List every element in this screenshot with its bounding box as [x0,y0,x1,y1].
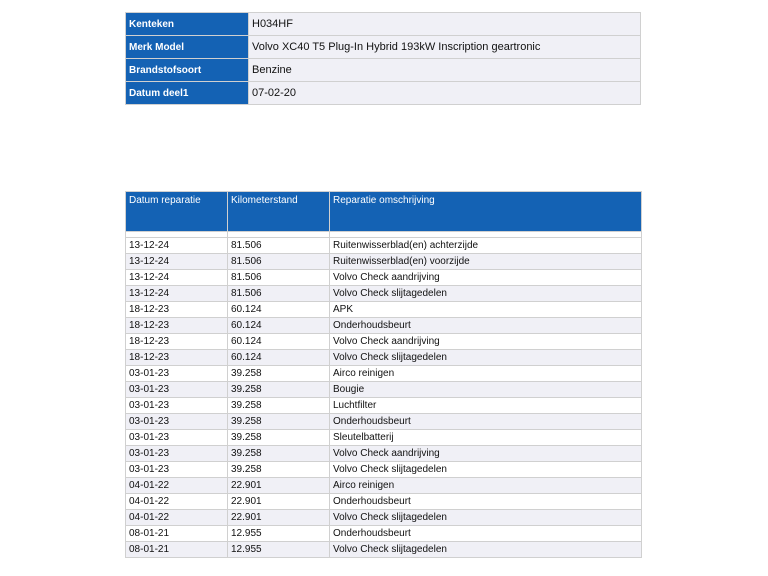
repair-km-cell: 39.258 [228,382,330,398]
repair-description-cell: Ruitenwisserblad(en) achterzijde [330,238,642,254]
col-header-datum: Datum reparatie [126,192,228,232]
table-row [126,270,642,286]
vehicle-info-label: Merk Model [126,36,249,59]
repair-date-cell: 08-01-21 [126,542,228,558]
vehicle-info-table [125,12,641,105]
table-row [126,286,642,302]
repair-km-cell: 39.258 [228,414,330,430]
repair-date-cell: 04-01-22 [126,478,228,494]
repair-km-cell: 81.506 [228,254,330,270]
repair-description-cell: Sleutelbatterij [330,430,642,446]
repair-km-cell: 39.258 [228,398,330,414]
repair-km-cell: 81.506 [228,270,330,286]
repair-date-cell: 03-01-23 [126,366,228,382]
repair-description-cell: Ruitenwisserblad(en) voorzijde [330,254,642,270]
vehicle-info-row [126,13,641,36]
repair-date-cell: 03-01-23 [126,382,228,398]
repair-date-cell: 03-01-23 [126,462,228,478]
repair-date-cell: 03-01-23 [126,414,228,430]
repair-date-cell: 13-12-24 [126,254,228,270]
repair-description-cell: Luchtfilter [330,398,642,414]
table-row [126,398,642,414]
table-row [126,526,642,542]
table-row [126,510,642,526]
table-row [126,414,642,430]
col-header-kilometerstand: Kilometerstand [228,192,330,232]
table-row [126,462,642,478]
table-row [126,542,642,558]
repair-km-cell: 22.901 [228,494,330,510]
repair-description-cell: Volvo Check slijtagedelen [330,286,642,302]
col-header-omschrijving: Reparatie omschrijving [330,192,642,232]
vehicle-info-row [126,59,641,82]
vehicle-info-label: Datum deel1 [126,82,249,105]
table-row [126,366,642,382]
table-row [126,254,642,270]
repair-km-cell: 12.955 [228,542,330,558]
repair-description-cell: APK [330,302,642,318]
vehicle-info-value: Benzine [249,59,641,82]
repair-description-cell: Airco reinigen [330,366,642,382]
vehicle-info-row [126,36,641,59]
repair-description-cell: Volvo Check aandrijving [330,334,642,350]
table-row [126,446,642,462]
vehicle-info-label: Kenteken [126,13,249,36]
vehicle-info-label: Brandstofsoort [126,59,249,82]
table-row [126,478,642,494]
repair-km-cell: 39.258 [228,366,330,382]
repair-km-cell: 60.124 [228,334,330,350]
repair-description-cell: Volvo Check aandrijving [330,270,642,286]
table-row [126,350,642,366]
repair-description-cell: Onderhoudsbeurt [330,494,642,510]
repair-km-cell: 22.901 [228,510,330,526]
repair-date-cell: 03-01-23 [126,398,228,414]
repair-description-cell: Bougie [330,382,642,398]
repair-km-cell: 39.258 [228,446,330,462]
table-row [126,334,642,350]
repair-km-cell: 12.955 [228,526,330,542]
repair-description-cell: Volvo Check slijtagedelen [330,510,642,526]
repair-description-cell: Onderhoudsbeurt [330,526,642,542]
table-row [126,430,642,446]
repair-km-cell: 22.901 [228,478,330,494]
table-row [126,318,642,334]
repair-description-cell: Volvo Check slijtagedelen [330,542,642,558]
repair-km-cell: 39.258 [228,430,330,446]
repair-header-row [126,192,642,232]
repair-date-cell: 13-12-24 [126,238,228,254]
repair-date-cell: 18-12-23 [126,350,228,366]
vehicle-info-value: Volvo XC40 T5 Plug-In Hybrid 193kW Inscription geartronic [249,36,641,59]
repair-date-cell: 04-01-22 [126,510,228,526]
repair-description-cell: Onderhoudsbeurt [330,318,642,334]
repair-description-cell: Volvo Check slijtagedelen [330,462,642,478]
repair-date-cell: 18-12-23 [126,302,228,318]
table-row [126,238,642,254]
repair-description-cell: Onderhoudsbeurt [330,414,642,430]
repair-km-cell: 81.506 [228,238,330,254]
repair-description-cell: Volvo Check slijtagedelen [330,350,642,366]
repair-date-cell: 18-12-23 [126,334,228,350]
repair-date-cell: 03-01-23 [126,430,228,446]
repair-km-cell: 60.124 [228,302,330,318]
repair-description-cell: Volvo Check aandrijving [330,446,642,462]
repair-date-cell: 13-12-24 [126,286,228,302]
repair-date-cell: 08-01-21 [126,526,228,542]
vehicle-info-row [126,82,641,105]
vehicle-info-value: 07-02-20 [249,82,641,105]
table-row [126,382,642,398]
repair-description-cell: Airco reinigen [330,478,642,494]
repair-km-cell: 60.124 [228,318,330,334]
repair-km-cell: 39.258 [228,462,330,478]
table-row [126,302,642,318]
repair-date-cell: 18-12-23 [126,318,228,334]
repair-km-cell: 60.124 [228,350,330,366]
table-row [126,494,642,510]
repair-date-cell: 13-12-24 [126,270,228,286]
repair-history-table [125,191,642,558]
repair-km-cell: 81.506 [228,286,330,302]
repair-date-cell: 04-01-22 [126,494,228,510]
vehicle-info-value: H034HF [249,13,641,36]
repair-date-cell: 03-01-23 [126,446,228,462]
